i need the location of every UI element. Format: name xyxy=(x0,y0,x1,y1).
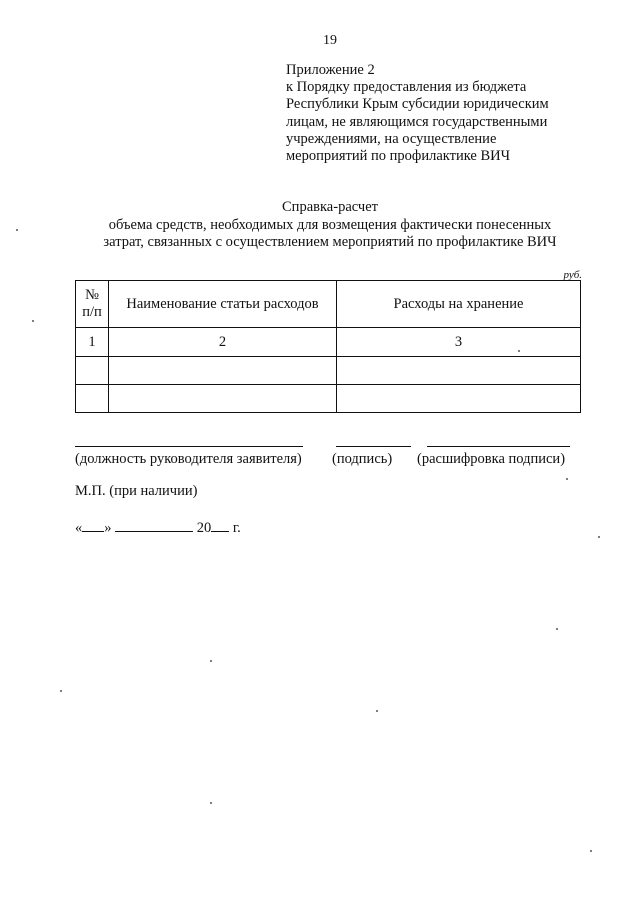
table-cell[interactable] xyxy=(109,385,337,413)
year-blank[interactable] xyxy=(211,518,229,532)
scan-speck xyxy=(210,802,212,804)
header-number-line: п/п xyxy=(82,304,102,320)
header-expenses: Расходы на хранение xyxy=(337,281,581,328)
title-heading: Справка-расчет xyxy=(282,199,378,215)
appendix-line: Приложение 2 xyxy=(286,62,375,78)
page-number: 19 xyxy=(323,33,337,48)
scan-speck xyxy=(518,350,520,352)
table-cell[interactable] xyxy=(109,357,337,385)
table-row xyxy=(76,357,581,385)
appendix-line: лицам, не являющимся государственными xyxy=(286,113,548,130)
table-cell[interactable] xyxy=(76,357,109,385)
appendix-line: к Порядку предоставления из бюджета xyxy=(286,79,527,96)
table-cell[interactable] xyxy=(337,357,581,385)
appendix-line: мероприятий по профилактике ВИЧ xyxy=(286,148,511,165)
calculation-table xyxy=(75,280,581,413)
position-label: (должность руководителя заявителя) xyxy=(75,451,302,467)
date-close-quote: » xyxy=(104,520,112,536)
decoding-label: (расшифровка подписи) xyxy=(417,451,566,467)
table-cell: 2 xyxy=(109,328,337,357)
scan-speck xyxy=(32,320,34,322)
day-blank[interactable] xyxy=(82,518,104,532)
scan-speck xyxy=(16,229,18,231)
scan-speck xyxy=(60,690,62,692)
document-title xyxy=(60,199,600,252)
scan-speck xyxy=(210,660,212,662)
scan-speck xyxy=(598,536,600,538)
table-header-row xyxy=(76,281,581,328)
month-blank[interactable] xyxy=(115,518,193,532)
year-suffix: г. xyxy=(232,520,241,536)
signature-label: (подпись) xyxy=(332,451,393,467)
title-line: объема средств, необходимых для возмещения фактически понесенных xyxy=(108,216,552,233)
appendix-line: учреждениями, на осуществление xyxy=(286,130,497,147)
scan-speck xyxy=(376,710,378,712)
year-prefix: 20 xyxy=(196,520,212,536)
header-item-name: Наименование статьи расходов xyxy=(109,281,337,328)
scan-speck xyxy=(556,628,558,630)
table-cell: 1 xyxy=(76,328,109,357)
table-cell: 3 xyxy=(337,328,581,357)
position-signature-line xyxy=(75,446,303,447)
units-label: руб. xyxy=(563,269,582,281)
title-line: затрат, связанных с осуществлением мероприятий по профилактике ВИЧ xyxy=(103,234,557,250)
appendix-line: Республики Крым субсидии юридическим xyxy=(286,96,549,113)
stamp-placeholder: М.П. (при наличии) xyxy=(75,483,198,499)
header-number xyxy=(76,281,109,328)
table-cell[interactable] xyxy=(76,385,109,413)
table-cell[interactable] xyxy=(337,385,581,413)
date-open-quote: « xyxy=(75,520,83,536)
scan-speck xyxy=(590,850,592,852)
table-column-numbers-row xyxy=(76,328,581,357)
appendix-note xyxy=(286,62,586,165)
header-number-line: № xyxy=(85,287,99,303)
table-row xyxy=(76,385,581,413)
scan-speck xyxy=(566,478,568,480)
decoding-signature-line xyxy=(427,446,570,447)
date-line xyxy=(75,518,241,537)
signature-line xyxy=(336,446,411,447)
